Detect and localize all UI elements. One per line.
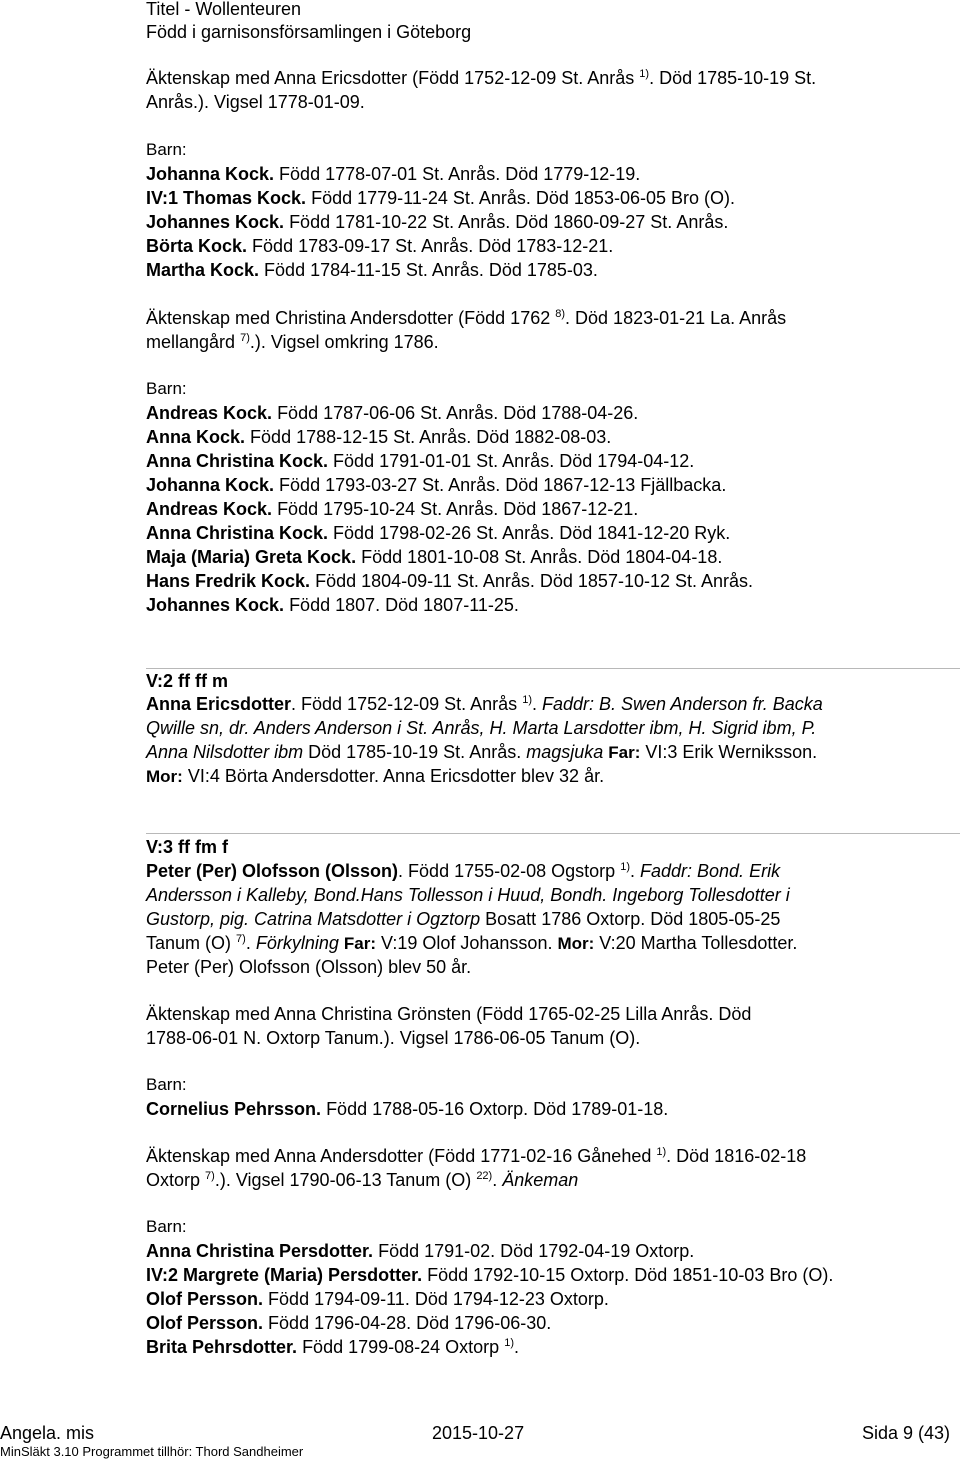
birth-place-line: Född i garnisonsförsamlingen i Göteborg (146, 22, 472, 42)
child-entry: Brita Pehrsdotter. Född 1799-08-24 Oxtorp $^{1)}$. (146, 1337, 519, 1357)
child-entry: Anna Christina Persdotter. Född 1791-02. Död 1792-04-19 Oxtorp. (146, 1241, 695, 1261)
v3-marriage-2-line-1: Äktenskap med Anna Andersdotter (Född 1771-02-16 Gånehed $^{1)}$. Död 1816-02-18 (146, 1146, 807, 1166)
children-label: Barn: (146, 140, 187, 159)
v2-line-1: Anna Ericsdotter. Född 1752-12-09 St. Anrås $^{1)}$. Faddr: B. Swen Anderson fr. Backa (146, 694, 823, 714)
v3-line-2: Andersson i Kalleby, Bond.Hans Tollesson i Huud, Bondh. Ingeborg Tollesdotter i (146, 885, 790, 905)
child-entry: Cornelius Pehrsson. Född 1788-05-16 Oxtorp. Död 1789-01-18. (146, 1099, 669, 1119)
v3-line-4: Tanum (O) $^{7)}$. Förkylning Far: V:19 Olof Johansson. Mor: V:20 Martha Tollesdotter. (146, 933, 798, 953)
father-label: Far: (608, 743, 641, 762)
page-title: Titel - Wollenteuren (146, 0, 302, 19)
v2-line-2: Qwille sn, dr. Anders Anderson i St. Anrås, H. Marta Larsdotter ibm, H. Sigrid ibm, P. (146, 718, 817, 738)
v2-line-4: Mor: VI:4 Börta Andersdotter. Anna Ericsdotter blev 32 år. (146, 766, 605, 786)
marriage-1-line-1: Äktenskap med Anna Ericsdotter (Född 1752-12-09 St. Anrås $^{1)}$. Död 1785-10-19 St. (146, 68, 817, 88)
section-divider (146, 668, 960, 669)
child-entry: Johanna Kock. Född 1778-07-01 St. Anrås. Död 1779-12-19. (146, 164, 641, 184)
child-entry: Maja (Maria) Greta Kock. Född 1801-10-08 St. Anrås. Död 1804-04-18. (146, 547, 723, 567)
section-heading-v2: V:2 ff ff m (146, 671, 229, 691)
footer-date: 2015-10-27 (432, 1423, 525, 1443)
mother-label: Mor: (557, 934, 595, 953)
v3-line-1: Peter (Per) Olofsson (Olsson). Född 1755-02-08 Ogstorp $^{1)}$. Faddr: Bond. Erik (146, 861, 781, 881)
child-entry: Johannes Kock. Född 1781-10-22 St. Anrås. Död 1860-09-27 St. Anrås. (146, 212, 729, 232)
child-entry: Andreas Kock. Född 1787-06-06 St. Anrås. Död 1788-04-26. (146, 403, 639, 423)
child-entry: Anna Christina Kock. Född 1791-01-01 St. Anrås. Död 1794-04-12. (146, 451, 695, 471)
footer-author: Angela. mis (0, 1423, 95, 1443)
children-label: Barn: (146, 1217, 187, 1236)
footer-program: MinSläkt 3.10 Programmet tillhör: Thord Sandheimer (0, 1444, 304, 1459)
footer-page-number: Sida 9 (43) (861, 1423, 950, 1443)
child-entry: IV:2 Margrete (Maria) Persdotter. Född 1792-10-15 Oxtorp. Död 1851-10-03 Bro (O). (146, 1265, 834, 1285)
father-label: Far: (343, 934, 377, 953)
child-entry: Anna Christina Kock. Född 1798-02-26 St. Anrås. Död 1841-12-20 Ryk. (146, 523, 731, 543)
footnote-ref: 7) (240, 332, 250, 344)
child-entry: Olof Persson. Född 1794-09-11. Död 1794-12-23 Oxtorp. (146, 1289, 609, 1309)
child-entry: Andreas Kock. Född 1795-10-24 St. Anrås. Död 1867-12-21. (146, 499, 639, 519)
child-entry: Olof Persson. Född 1796-04-28. Död 1796-06-30. (146, 1313, 552, 1333)
v3-marriage-1-line-2: 1788-06-01 N. Oxtorp Tanum.). Vigsel 1786-06-05 Tanum (O). (146, 1028, 641, 1048)
footnote-ref: 1) (639, 68, 650, 80)
v2-line-3: Anna Nilsdotter ibm Död 1785-10-19 St. Anrås. magsjuka Far: VI:3 Erik Werniksson. (146, 742, 818, 762)
v3-line-5: Peter (Per) Olofsson (Olsson) blev 50 år. (146, 957, 472, 977)
v3-marriage-1-line-1: Äktenskap med Anna Christina Grönsten (Född 1765-02-25 Lilla Anrås. Död (146, 1004, 752, 1024)
child-entry: Martha Kock. Född 1784-11-15 St. Anrås. Död 1785-03. (146, 260, 598, 280)
marriage-1-line-2: Anrås.). Vigsel 1778-01-09. (146, 92, 365, 112)
child-entry: Johanna Kock. Född 1793-03-27 St. Anrås. Död 1867-12-13 Fjällbacka. (146, 475, 727, 495)
section-divider (146, 833, 960, 834)
v3-marriage-2-line-2: Oxtorp $^{7)}$.). Vigsel 1790-06-13 Tanum (O) $^{22)}$. Änkeman (146, 1170, 579, 1190)
child-entry: Börta Kock. Född 1783-09-17 St. Anrås. Död 1783-12-21. (146, 236, 614, 256)
child-entry: IV:1 Thomas Kock. Född 1779-11-24 St. Anrås. Död 1853-06-05 Bro (O). (146, 188, 735, 208)
child-entry: Johannes Kock. Född 1807. Död 1807-11-25. (146, 595, 519, 615)
footnote-ref: 8) (555, 308, 566, 320)
marriage-2-line-1: Äktenskap med Christina Andersdotter (Född 1762 $^{8)}$. Död 1823-01-21 La. Anrås (146, 308, 787, 328)
children-label: Barn: (146, 379, 187, 398)
v3-line-3: Gustorp, pig. Catrina Matsdotter i Ogztorp Bosatt 1786 Oxtorp. Död 1805-05-25 (146, 909, 781, 929)
marriage-2-line-2: mellangård $^{7)}$.). Vigsel omkring 1786. (146, 332, 439, 352)
mother-label: Mor: (146, 767, 183, 786)
children-label: Barn: (146, 1075, 187, 1094)
child-entry: Anna Kock. Född 1788-12-15 St. Anrås. Död 1882-08-03. (146, 427, 612, 447)
child-entry: Hans Fredrik Kock. Född 1804-09-11 St. Anrås. Död 1857-10-12 St. Anrås. (146, 571, 754, 591)
section-heading-v3: V:3 ff fm f (146, 837, 229, 857)
